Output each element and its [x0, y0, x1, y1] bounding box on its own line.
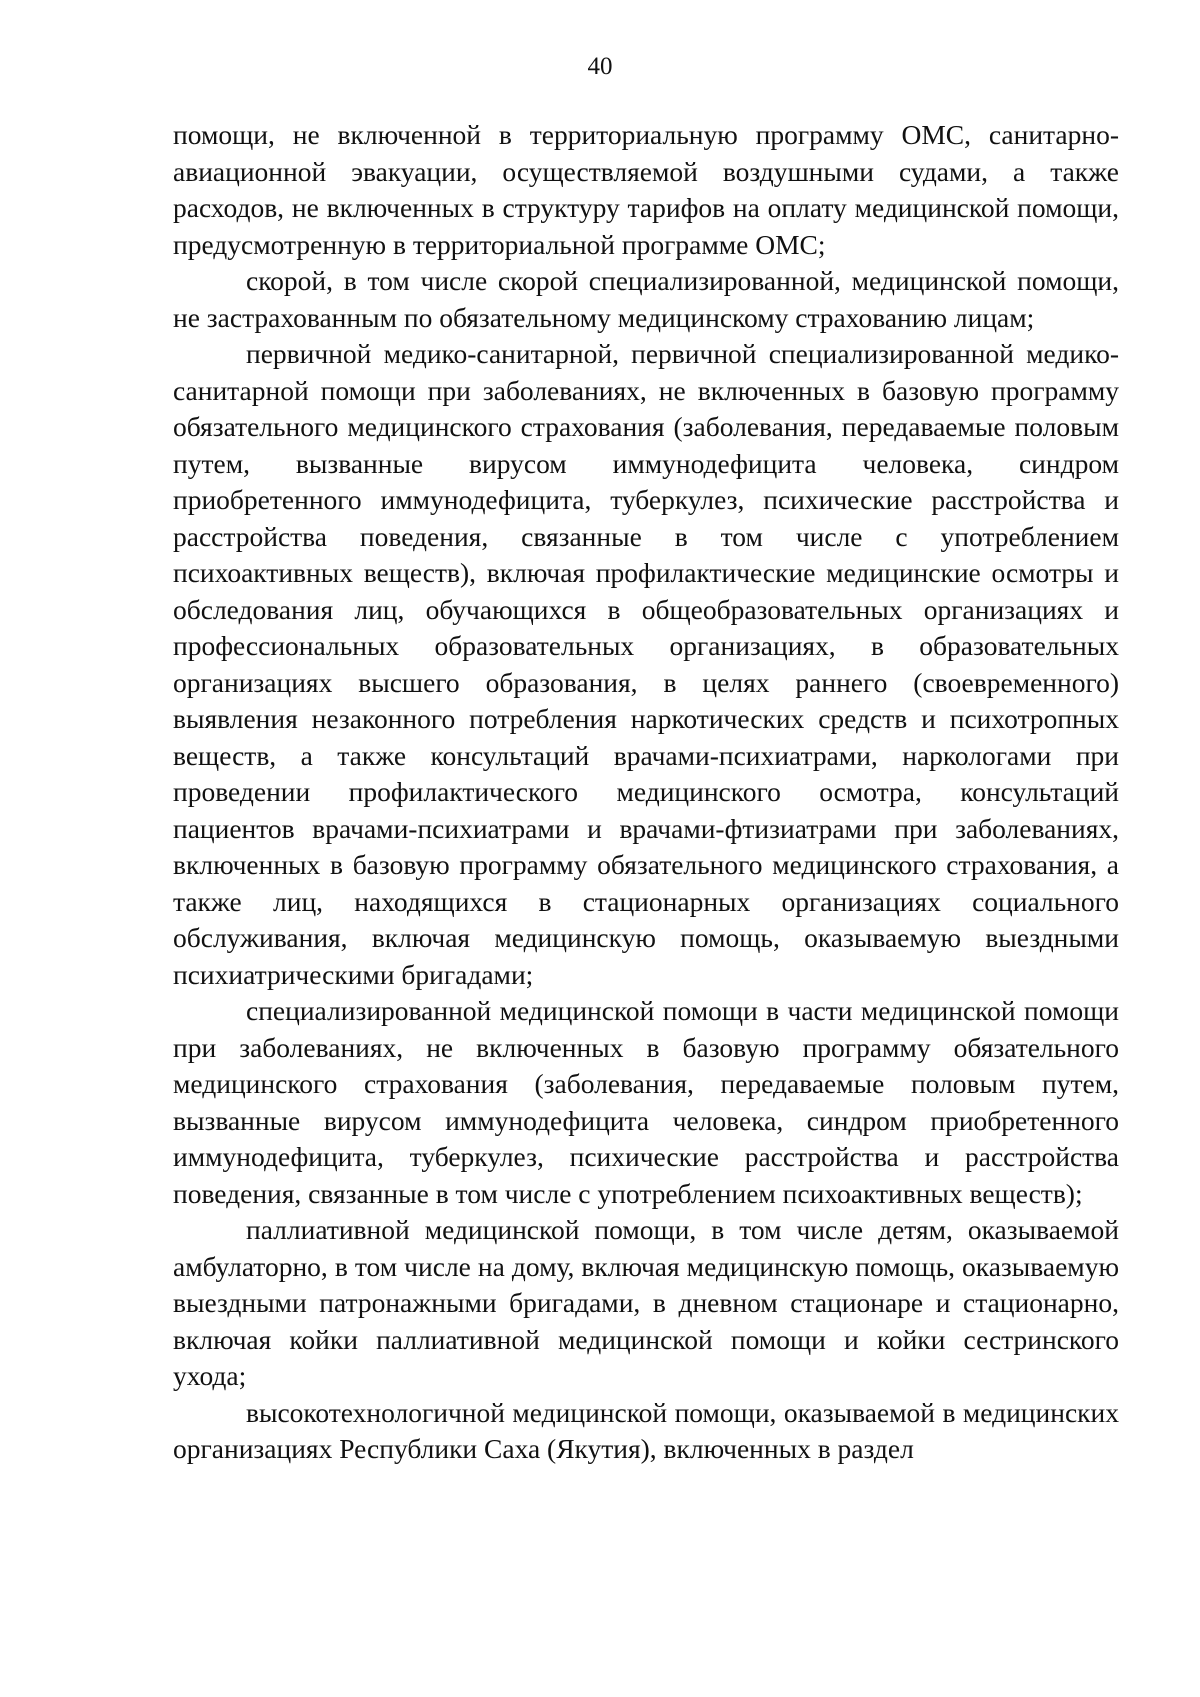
page-number: 40	[587, 53, 613, 80]
paragraph-specialized-care: специализированной медицинской помощи в части медицинской помощи при заболеваниях, не включенных в базовую программу обязательного медицинского страхования (заболевания, передаваемые половым путем, вызванные вирусом иммунодефицита человека, синдром приобретенного иммунодефицита, туберкулез, психические расстройства и расстройства поведения, связанные в том числе с употреблением психоактивных веществ);	[173, 995, 1119, 1209]
body-text	[173, 117, 1119, 1468]
paragraph-high-tech-care: высокотехнологичной медицинской помощи, оказываемой в медицинских организациях Республики Саха (Якутия), включенных в раздел	[173, 1396, 1119, 1464]
paragraph-palliative-care: паллиативной медицинской помощи, в том числе детям, оказываемой амбулаторно, в том числе на дому, включая медицинскую помощь, оказываемую выездными патронажными бригадами, в дневном стационаре и стационарно, включая койки паллиативной медицинской помощи и койки сестринского ухода;	[173, 1214, 1119, 1391]
paragraph-emergency-care: скорой, в том числе скорой специализированной, медицинской помощи, не застрахованным по обязательному медицинскому страхованию лицам;	[173, 265, 1119, 333]
paragraph-primary-care: первичной медико-санитарной, первичной специализированной медико-санитарной помощи при заболеваниях, не включенных в базовую программу обязательного медицинского страхования (заболевания, передаваемые половым путем, вызванные вирусом иммунодефицита человека, синдром приобретенного иммунодефицита, туберкулез, психические расстройства и расстройства поведения, связанные в том числе с употреблением психоактивных веществ), включая профилактические медицинские осмотры и обследования лиц, обучающихся в общеобразовательных организациях и профессиональных образовательных организациях, в образовательных организациях высшего образования, в целях раннего (своевременного) выявления незаконного потребления наркотических средств и психотропных веществ, а также консультаций врачами-психиатрами, наркологами при проведении профилактического медицинского осмотра, консультаций пациентов врачами-психиатрами и врачами-фтизиатрами при заболеваниях, включенных в базовую программу обязательного медицинского страхования, а также лиц, находящихся в стационарных организациях социального обслуживания, включая медицинскую помощь, оказываемую выездными психиатрическими бригадами;	[173, 338, 1119, 990]
paragraph-continuation: помощи, не включенной в территориальную программу ОМС, санитарно-авиационной эвакуации, осуществляемой воздушными судами, а также расходов, не включенных в структуру тарифов на оплату медицинской помощи, предусмотренную в территориальной программе ОМС;	[173, 119, 1119, 260]
